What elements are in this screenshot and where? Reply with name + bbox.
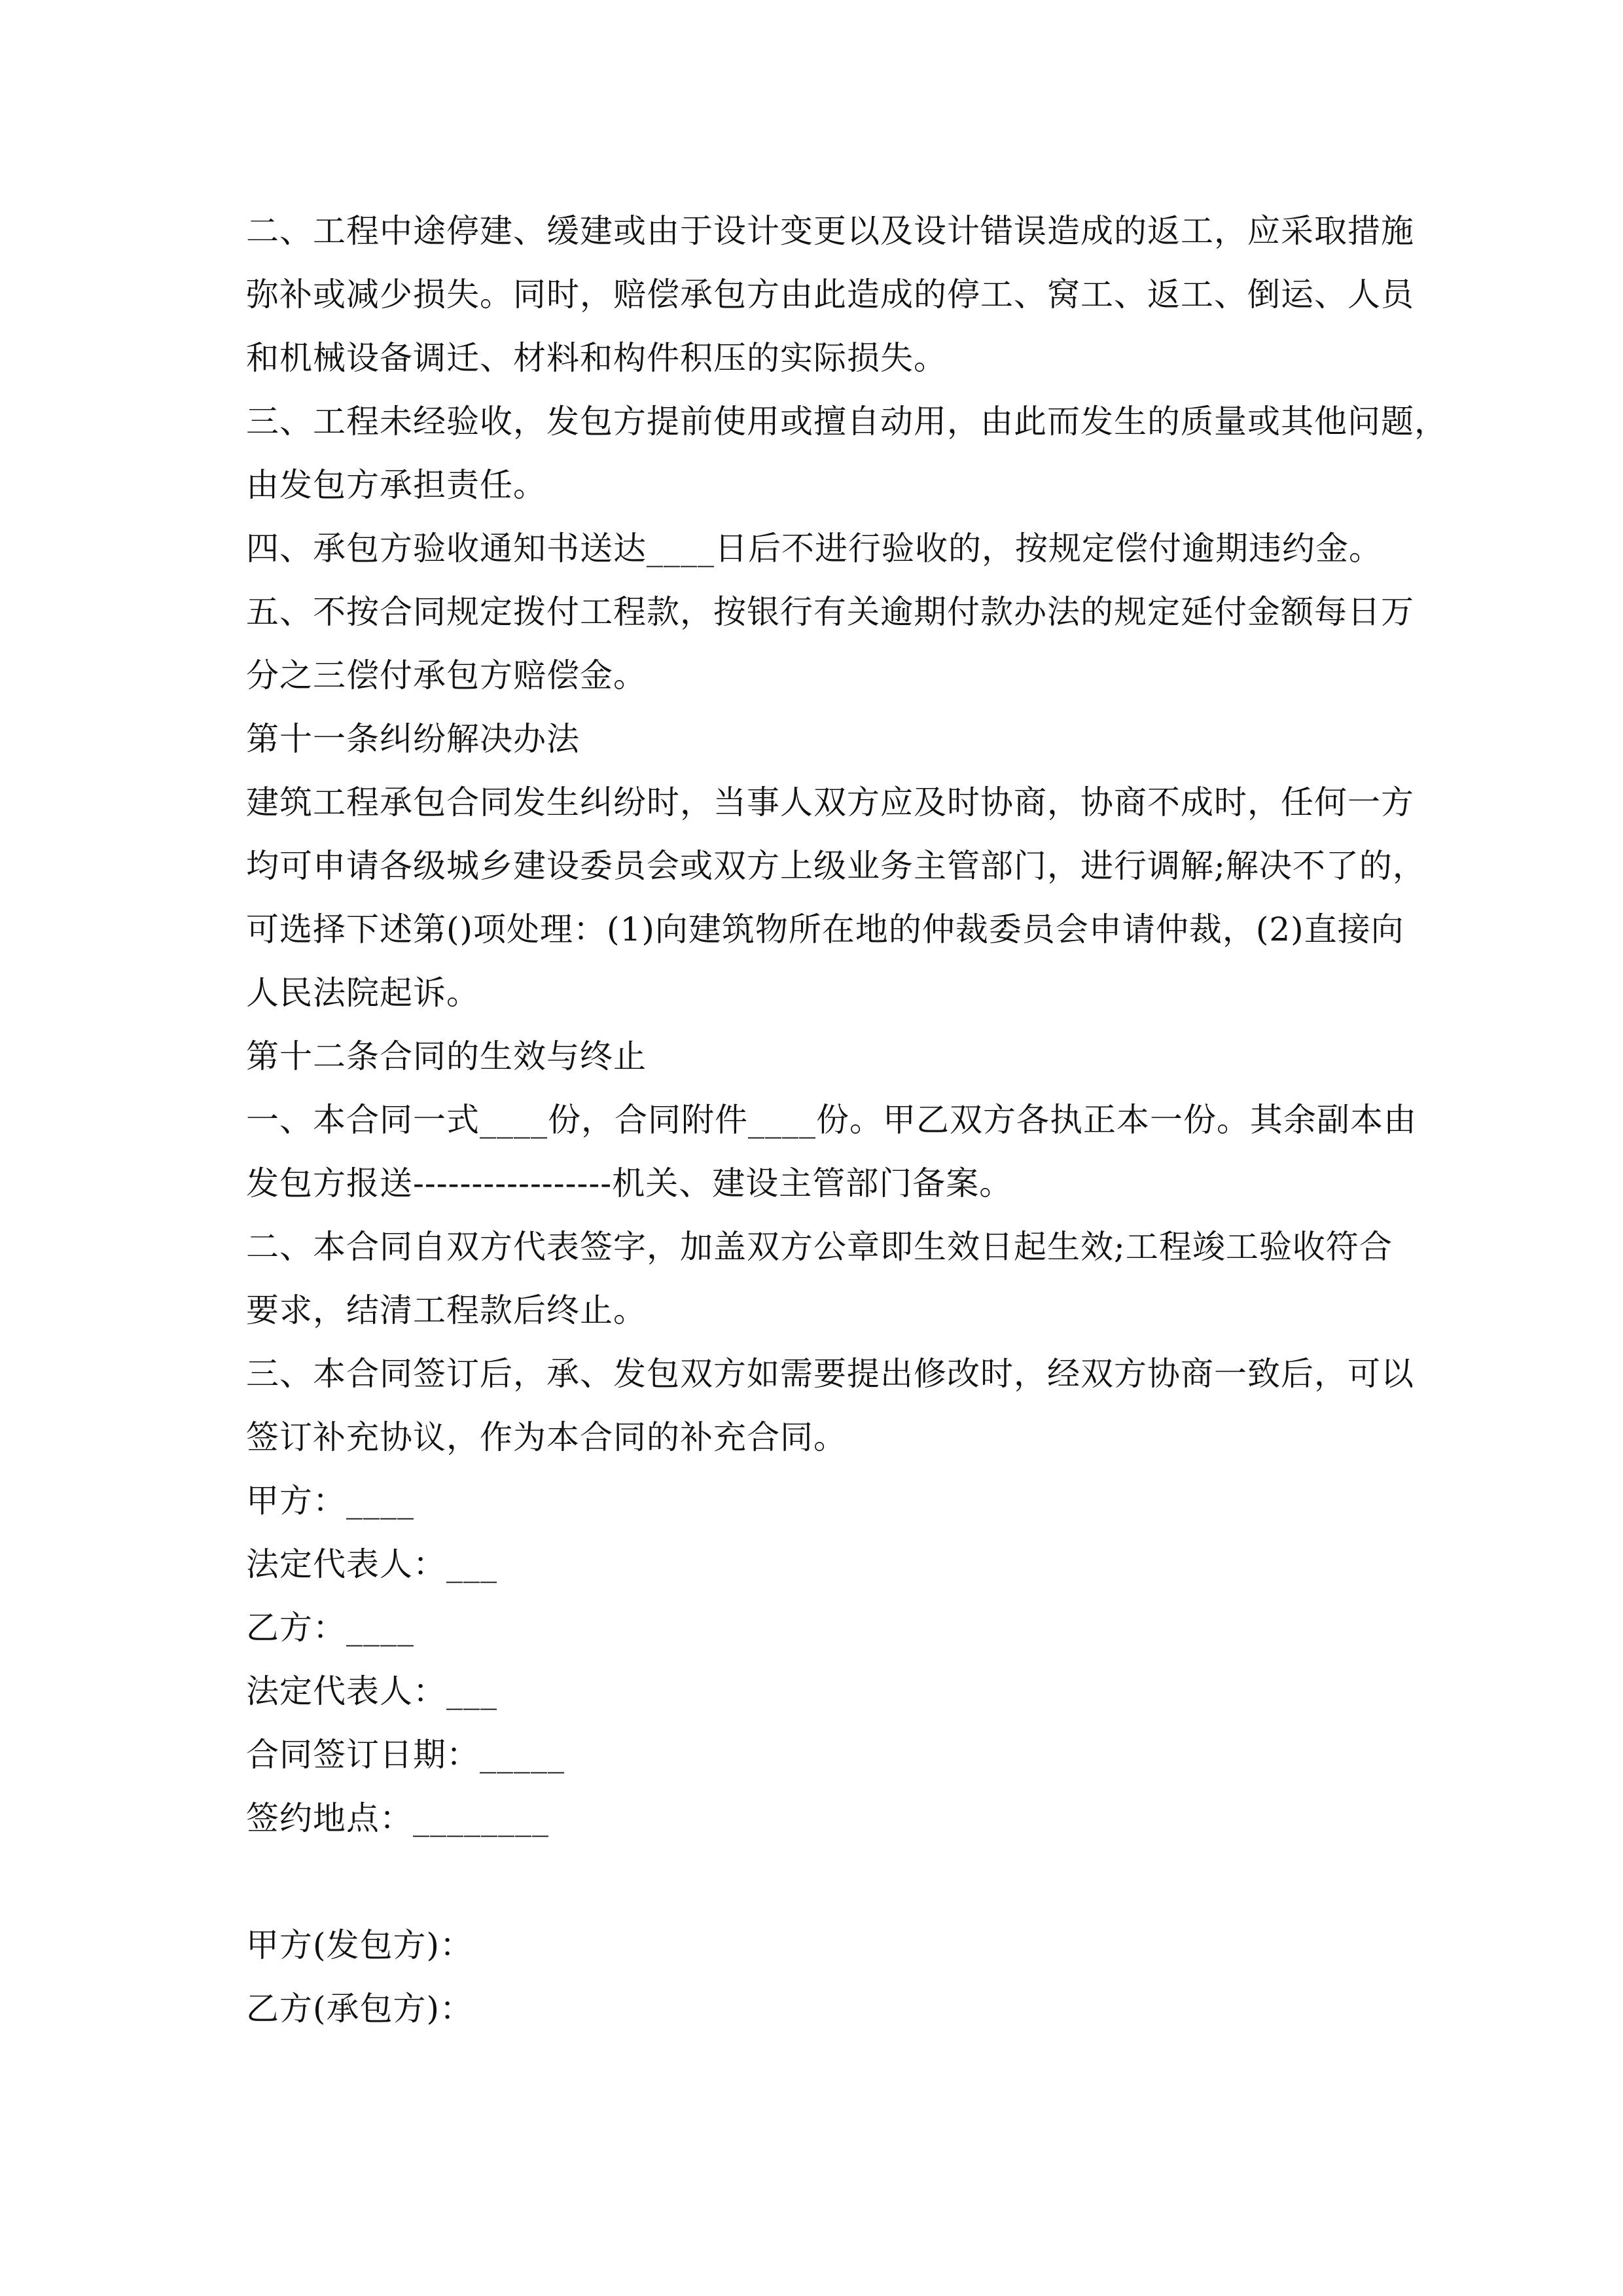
text-line: 弥补或减少损失。同时，赔偿承包方由此造成的停工、窝工、返工、倒运、人员 bbox=[246, 276, 1414, 314]
signing-date-field: 合同签订日期：_____ bbox=[246, 1736, 565, 1774]
text-line: 和机械设备调迁、材料和构件积压的实际损失。 bbox=[246, 339, 947, 377]
spacer bbox=[246, 1850, 1398, 1914]
text-line: 三、工程未经验收，发包方提前使用或擅自动用，由此而发生的质量或其他问题， bbox=[246, 403, 1448, 440]
party-a-label: 甲方(发包方)： bbox=[246, 1926, 474, 1964]
text-line: 由发包方承担责任。 bbox=[246, 466, 546, 504]
signature-field-rep-b: 法定代表人：___ bbox=[246, 1672, 497, 1710]
text-line: 可选择下述第()项处理：(1)向建筑物所在地的仲裁委员会申请仲裁，(2)直接向 bbox=[246, 910, 1404, 948]
text-line: 二、本合同自双方代表签字，加盖双方公章即生效日起生效;工程竣工验收符合 bbox=[246, 1228, 1393, 1266]
text-line: 建筑工程承包合同发生纠纷时，当事人双方应及时协商，协商不成时，任何一方 bbox=[246, 783, 1414, 821]
section-heading: 第十二条合同的生效与终止 bbox=[246, 1037, 647, 1075]
text-line: 一、本合同一式____份，合同附件____份。甲乙双方各执正本一份。其余副本由 bbox=[246, 1101, 1417, 1139]
signature-field-party-a: 甲方：____ bbox=[246, 1482, 414, 1520]
section-heading: 第十一条纠纷解决办法 bbox=[246, 720, 580, 758]
signature-field-rep-a: 法定代表人：___ bbox=[246, 1545, 497, 1583]
text-line: 要求，结清工程款后终止。 bbox=[246, 1291, 647, 1329]
party-b-label: 乙方(承包方)： bbox=[246, 1990, 474, 2028]
document-body bbox=[246, 200, 1448, 2041]
signing-place-field: 签约地点：________ bbox=[246, 1799, 549, 1837]
text-line: 签订补充协议，作为本合同的补充合同。 bbox=[246, 1418, 847, 1456]
signature-field-party-b: 乙方：____ bbox=[246, 1609, 414, 1647]
text-line: 发包方报送-----------------机关、建设主管部门备案。 bbox=[246, 1164, 1013, 1202]
text-line: 分之三偿付承包方赔偿金。 bbox=[246, 656, 647, 694]
text-line: 二、工程中途停建、缓建或由于设计变更以及设计错误造成的返工，应采取措施 bbox=[246, 212, 1414, 250]
text-line: 五、不按合同规定拨付工程款，按银行有关逾期付款办法的规定延付金额每日万 bbox=[246, 593, 1414, 631]
text-line: 人民法院起诉。 bbox=[246, 974, 480, 1012]
text-line: 四、承包方验收通知书送达____日后不进行验收的，按规定偿付逾期违约金。 bbox=[246, 529, 1382, 567]
text-line: 三、本合同签订后，承、发包双方如需要提出修改时，经双方协商一致后，可以 bbox=[246, 1355, 1414, 1393]
text-line: 均可申请各级城乡建设委员会或双方上级业务主管部门，进行调解;解决不了的， bbox=[246, 847, 1426, 885]
